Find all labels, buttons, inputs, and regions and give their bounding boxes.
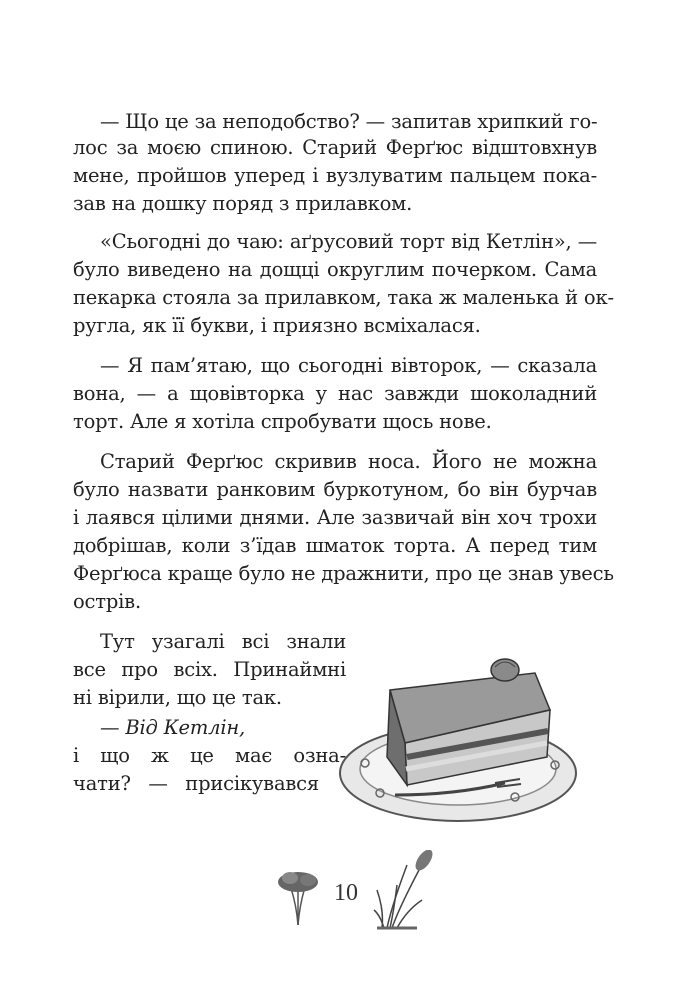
- text-line: ругла, як її букви, і приязно всміхалася.: [73, 314, 481, 337]
- text-line: лос за моєю спиною. Старий Ферґюс відштовхнув: [73, 136, 597, 159]
- grass-right-icon: [372, 850, 442, 930]
- text-line: вона, — а щовівторка у нас завжди шоколадний: [73, 382, 597, 405]
- text-line: [100, 714, 346, 742]
- text-line: зав на дошку поряд з прилавком.: [73, 192, 413, 215]
- text-line: було назвати ранковим буркотуном, бо він бурчав: [73, 478, 597, 501]
- text-line: все про всіх. Принаймні: [73, 658, 346, 681]
- text-line: чати? — присікувався: [73, 772, 319, 795]
- text-line: — Що це за неподобство? — запитав хрипкий го-: [100, 110, 598, 133]
- text-line: — Я пам’ятаю, що сьогодні вівторок, — сказала: [100, 354, 597, 377]
- text-line: і лаявся цілими днями. Але зазвичай він хоч трохи: [73, 506, 597, 529]
- cake-slice-illustration: [335, 645, 580, 835]
- grass-left-icon: [268, 860, 328, 930]
- italic-quote: Від Кетлін,: [125, 716, 246, 739]
- text-line: було виведено на дощці округлим почерком. Сама: [73, 258, 597, 281]
- text-line: мене, пройшов уперед і вузлуватим пальцем пока-: [73, 164, 597, 187]
- text-line: і що ж це має озна-: [73, 744, 346, 767]
- page-number: 10: [334, 880, 358, 906]
- text-line: Старий Ферґюс скривив носа. Його не можна: [100, 450, 597, 473]
- dash: —: [100, 716, 120, 739]
- text-line: ні вірили, що це так.: [73, 686, 282, 709]
- text-line: Тут узагалі всі знали: [100, 630, 346, 653]
- text-line: Ферґюса краще було не дражнити, про це знав увесь: [73, 562, 614, 585]
- text-line: добрішав, коли з’їдав шматок торта. А перед тим: [73, 534, 597, 557]
- text-line: торт. Але я хотіла спробувати щось нове.: [73, 410, 492, 433]
- text-line: пекарка стояла за прилавком, така ж маленька й ок-: [73, 286, 614, 309]
- text-line: «Сьогодні до чаю: аґрусовий торт від Кетлін», —: [100, 230, 597, 253]
- text-line: острів.: [73, 590, 141, 613]
